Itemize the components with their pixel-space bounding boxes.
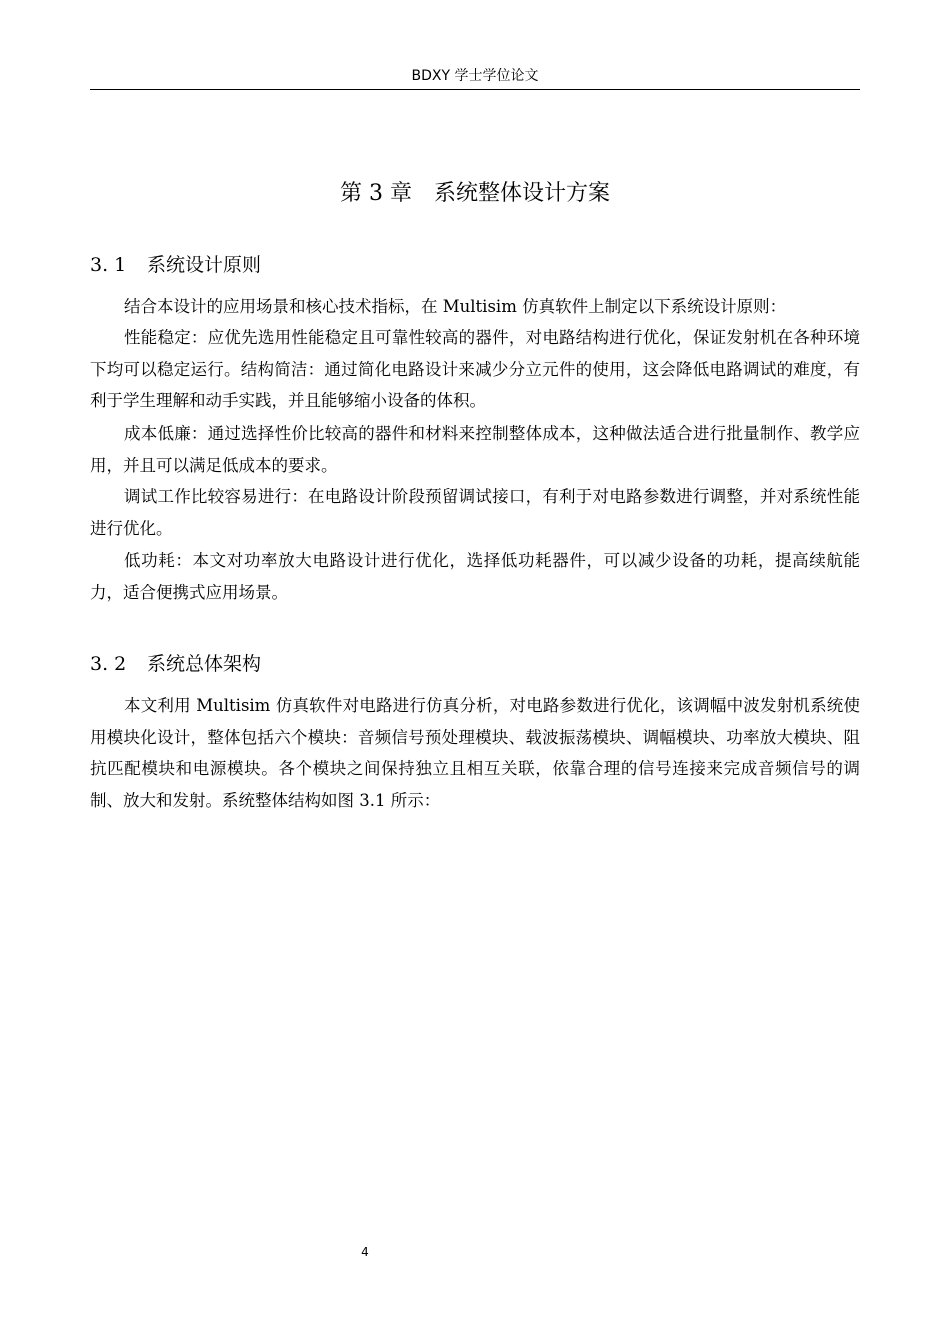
header-rule [90,89,860,90]
paragraph: 本文利用 Multisim 仿真软件对电路进行仿真分析，对电路参数进行优化，该调幅中波发射机系统使用模块化设计，整体包括六个模块：音频信号预处理模块、载波振荡模块、调幅模块、功率放大模块、阻抗匹配模块和电源模块。各个模块之间保持独立且相互关联，依靠合理的信号连接来完成音频信号的调制、放大和发射。系统整体结构如图 3.1 所示： [90,696,860,810]
paragraph: 成本低廉：通过选择性价比较高的器件和材料来控制整体成本，这种做法适合进行批量制作、教学应用，并且可以满足低成本的要求。 [90,424,860,475]
chapter-title: 第 3 章 系统整体设计方案 [340,181,610,206]
section-title: 系统总体架构 [147,653,262,675]
section-title: 系统设计原则 [147,254,262,276]
section-heading-3-1 [90,251,261,279]
paragraph: 调试工作比较容易进行：在电路设计阶段预留调试接口，有利于对电路参数进行调整，并对系统性能进行优化。 [90,487,860,538]
section-number: 3. 1 [90,254,127,276]
paragraph: 低功耗：本文对功率放大电路设计进行优化，选择低功耗器件，可以减少设备的功耗，提高续航能力，适合便携式应用场景。 [90,551,860,602]
section-heading-3-2 [90,650,261,678]
paragraph: 结合本设计的应用场景和核心技术指标，在 Multisim 仿真软件上制定以下系统设计原则： [124,297,787,316]
paragraph: 性能稳定：应优先选用性能稳定且可靠性较高的器件，对电路结构进行优化，保证发射机在各种环境下均可以稳定运行。结构简洁：通过简化电路设计来减少分立元件的使用，这会降低电路调试的难度，有利于学生理解和动手实践，并且能够缩小设备的体积。 [90,328,860,410]
running-header: BDXY 学士学位论文 [411,68,539,84]
section-number: 3. 2 [90,653,127,675]
page-number: 4 [361,1245,369,1259]
